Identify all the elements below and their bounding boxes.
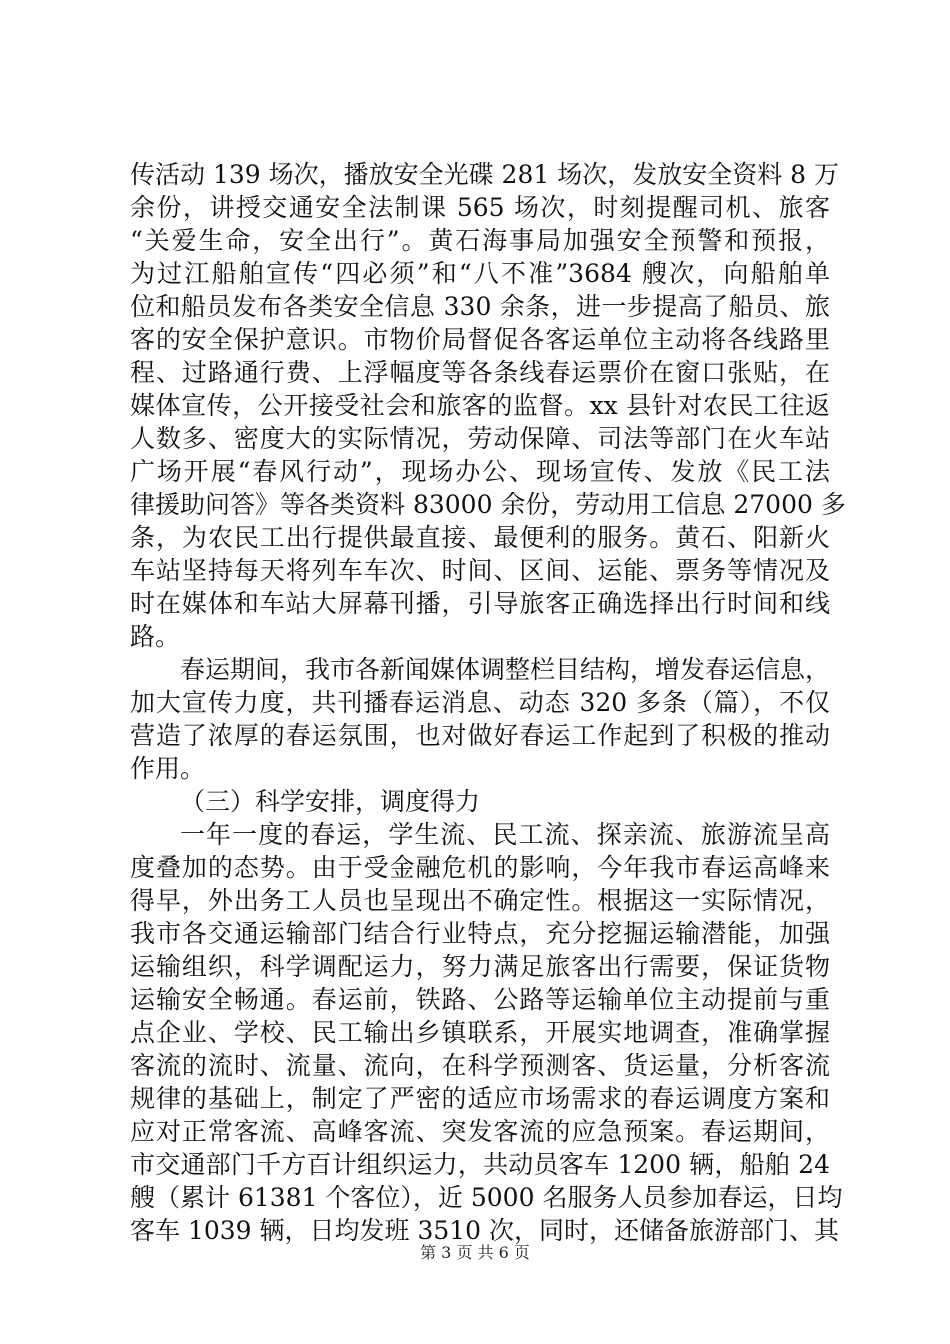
paragraph-first-line: 春运期间，我市各新闻媒体调整栏目结构，增发春运信息， [180, 655, 831, 684]
text-line: 条，为农民工出行提供最直接、最便利的服务。黄石、阳新火 [130, 523, 830, 552]
text-line: 位和船员发布各类安全信息 330 余条，进一步提高了船员、旅 [130, 292, 830, 321]
text-line: 市交通部门千方百计组织运力，共动员客车 1200 辆，船舶 24 [130, 1150, 830, 1179]
text-line: 程、过路通行费、上浮幅度等各条线春运票价在窗口张贴，在 [130, 358, 830, 387]
text-line: 客流的流时、流量、流向，在科学预测客、货运量，分析客流 [130, 1051, 830, 1080]
text-line: 度叠加的态势。由于受金融危机的影响，今年我市春运高峰来 [130, 853, 830, 882]
text-line: 规律的基础上，制定了严密的适应市场需求的春运调度方案和 [130, 1084, 830, 1113]
text-line: 传活动 139 场次，播放安全光碟 281 场次，发放安全资料 8 万 [130, 160, 840, 189]
paragraph-first-line: 一年一度的春运，学生流、民工流、探亲流、旅游流呈高 [180, 820, 830, 849]
text-line: 运输组织，科学调配运力，努力满足旅客出行需要，保证货物 [130, 952, 830, 981]
page-number-footer: 第 3 页 共 6 页 [420, 1243, 530, 1262]
text-line: 客的安全保护意识。市物价局督促各客运单位主动将各线路里 [130, 325, 830, 354]
text-line: 人数多、密度大的实际情况，劳动保障、司法等部门在火车站 [130, 424, 830, 453]
text-line: 得早，外出务工人员也呈现出不确定性。根据这一实际情况， [130, 886, 830, 915]
text-line: 加大宣传力度，共刊播春运消息、动态 320 多条（篇），不仅 [130, 688, 830, 717]
text-line: 点企业、学校、民工输出乡镇联系，开展实地调查，准确掌握 [130, 1018, 830, 1047]
text-line: 应对正常客流、高峰客流、突发客流的应急预案。春运期间， [130, 1117, 830, 1146]
text-line: 客车 1039 辆，日均发班 3510 次，同时，还储备旅游部门、其 [130, 1216, 840, 1245]
text-line: “关爱生命，安全出行”。黄石海事局加强安全预警和预报， [130, 226, 830, 255]
text-line: 作用。 [130, 754, 206, 783]
text-line: 运输安全畅通。春运前，铁路、公路等运输单位主动提前与重 [130, 985, 830, 1014]
text-line: 余份，讲授交通安全法制课 565 场次，时刻提醒司机、旅客 [130, 193, 830, 222]
document-body [130, 158, 846, 1247]
text-line: 为过江船舶宣传“四必须”和“八不准”3684 艘次，向船舶单 [130, 259, 830, 288]
text-line: 时在媒体和车站大屏幕刊播，引导旅客正确选择出行时间和线 [130, 589, 830, 618]
text-line: 艘（累计 61381 个客位），近 5000 名服务人员参加春运，日均 [130, 1183, 843, 1212]
text-line: 车站坚持每天将列车车次、时间、区间、运能、票务等情况及 [130, 556, 830, 585]
text-line: 路。 [130, 622, 181, 651]
text-line: 我市各交通运输部门结合行业特点，充分挖掘运输潜能，加强 [130, 919, 830, 948]
text-line: 广场开展“春风行动”，现场办公、现场宣传、发放《民工法 [130, 457, 830, 486]
text-line: 营造了浓厚的春运氛围，也对做好春运工作起到了积极的推动 [130, 721, 830, 750]
section-heading: （三）科学安排，调度得力 [180, 787, 481, 816]
text-line: 律援助问答》等各类资料 83000 余份，劳动用工信息 27000 多 [130, 490, 846, 519]
text-line: 媒体宣传，公开接受社会和旅客的监督。xx 县针对农民工往返 [130, 391, 830, 420]
